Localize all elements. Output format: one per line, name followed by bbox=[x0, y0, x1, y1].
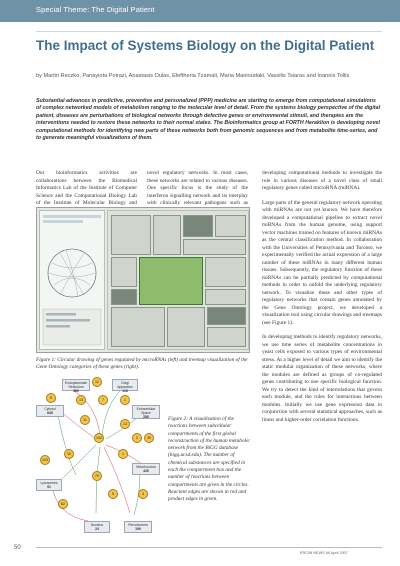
circular-drawing-panel bbox=[39, 210, 105, 350]
compartment-box: Mitochondria 426 bbox=[132, 463, 160, 475]
column-3 bbox=[262, 170, 382, 431]
paragraph: developing computational methods to investigate the role in various diseases of a novel class of small regulatory genes called microRNA (miRNA). bbox=[262, 170, 382, 191]
reaction-count: 103 bbox=[40, 455, 50, 465]
journal-info: ERCIM NEWS 69 April 2007 bbox=[300, 551, 348, 555]
footer-divider bbox=[36, 547, 382, 548]
treemap-cell bbox=[153, 215, 181, 255]
figure-1-caption: Figure 1: Circular drawing of genes regulated by microRNAs (left) and treemap visualization of the Gene Ontology categories of these genes (right). bbox=[36, 357, 248, 371]
reaction-count: 10 bbox=[64, 449, 74, 459]
reaction-count: 11 bbox=[80, 415, 90, 425]
compartment-box: Nucleus 24 bbox=[84, 521, 110, 533]
paragraph: Our bioinformatics activities are collaborations between the Biomedical Informatics Lab of the Institute of Computer Science and the Computational Biology Lab of the Institute of Molecular Biology and bbox=[36, 170, 137, 206]
reaction-count: 1 bbox=[120, 395, 130, 405]
reaction-count: 102 bbox=[94, 433, 104, 443]
compartment-box: Golgi Apparatus 118 bbox=[112, 379, 138, 391]
reaction-count: 5 bbox=[46, 393, 56, 403]
paragraph: novel regulatory networks. In most cases, these networks are related to various diseases. One specific focus is the study of the interferon signalling network and its interplay with clinically relevant pathogens such as bbox=[147, 170, 248, 206]
circular-drawing-graphic bbox=[40, 211, 104, 349]
reaction-count: 62 bbox=[58, 499, 68, 509]
treemap-cell bbox=[205, 257, 246, 287]
treemap-cell bbox=[111, 289, 137, 305]
compartment-box: Lysosomes 91 bbox=[36, 479, 62, 491]
treemap-cell bbox=[111, 257, 137, 287]
treemap-cell bbox=[183, 239, 246, 255]
page-number: 50 bbox=[14, 545, 21, 551]
treemap-highlight-cell bbox=[139, 257, 203, 305]
treemap-cell bbox=[183, 215, 213, 237]
reaction-count: 35 bbox=[144, 433, 154, 443]
figure-2-diagram bbox=[36, 375, 160, 535]
treemap-cell bbox=[111, 215, 151, 255]
treemap-cell bbox=[167, 307, 205, 347]
treemap-cell bbox=[111, 307, 165, 347]
figure-1-image bbox=[36, 207, 250, 353]
paragraph: Large parts of the general regulatory network operating with miRNAs are not yet known. We have therefore developed a computational pipeline to extract novel miRNAs from the human genome, using support vector machines trained on features of known miRNAs as the central classification method. In collaboration with the Universities of Pennsylvania and Toronto, we experimentally verified the actual expression of a large number of these miRNAs in many different human tissues. Subsequently, the regulatory function of these miRNAs can be partially predicted by computational methods in order to unfold the underlying regulatory network. To visualize these and other types of regulatory networks that contain genes annotated by the Gene Ontology project, we developed a visualization tool using circular drawings and treemaps (see Figure 1). bbox=[262, 199, 382, 326]
article-title: The Impact of Systems Biology on the Digital Patient bbox=[36, 38, 375, 53]
reaction-count: 7 bbox=[98, 395, 108, 405]
compartment-box: Peroxisomes 199 bbox=[124, 521, 152, 533]
treemap-panel bbox=[107, 210, 249, 350]
compartment-box: Cytosol 845 bbox=[36, 405, 64, 417]
compartment-box: Endoplasmatic Reticulum 380 bbox=[62, 379, 90, 391]
treemap-cell bbox=[215, 215, 246, 237]
compartment-box: Extracellular Space 288 bbox=[132, 405, 160, 419]
article-abstract: Substantial advances in predictive, preventive and personalized (PPP) medicine are starting to emerge from computational simulations of complex networked models of metabolism ranging to the molecular level of detail. From the systems biology perspective of the digital patient, diseases are perturbations of biological networks through defective genes or environmental stimuli, and therapies are the interventions needed to restore these networks to their normal states. The Bioinformatics group at FORTH Heraklion is developing novel computational methods for identifying new parts of these networks both from genomic sequences and from metabolite time-series, and to generate meaningful visualizations of them. bbox=[36, 98, 381, 142]
header-bar bbox=[0, 0, 400, 22]
treemap-cell bbox=[205, 289, 246, 305]
figure-2-caption: Figure 2: A visualization of the reactions between subcellular compartments of the first global reconstruction of the human metabolic network from the BiGG database (bigg.ucsd.edu). The number of chemical substances are specified in each the compartment box and the number of reactions between compartments are given in the circles. Reactant edges are shown in red and product edges in green. bbox=[168, 416, 250, 503]
reaction-count: 1 bbox=[118, 449, 128, 459]
reaction-count: 13 bbox=[120, 419, 130, 429]
treemap-cell bbox=[207, 307, 246, 325]
paragraph: In developing methods to identify regulatory networks, we use time series of metabolite concentrations in yeast cells exposed to various types of environmental stress. At a higher level of detail we aim to identify the static modular organization of these networks, where the modules are defined as groups of co-regulated genes contributing to one specific biological function. We try to detect the kind of interrelations that govern each module, and the rules for interactions between modules. Initially we use gene expression data in conjunction with several statistical approaches, such as linear and higher-order correlation functions. bbox=[262, 334, 382, 423]
reaction-count: 13 bbox=[76, 395, 86, 405]
reaction-count: 79 bbox=[92, 471, 102, 481]
reaction-count: 4 bbox=[138, 489, 148, 499]
header-divider bbox=[36, 31, 382, 32]
reaction-count: 2 bbox=[132, 433, 142, 443]
reaction-count: 12 bbox=[92, 377, 102, 387]
treemap-cell bbox=[207, 327, 246, 347]
section-label: Special Theme: The Digital Patient bbox=[36, 5, 155, 14]
reaction-count: 5 bbox=[108, 489, 118, 499]
article-authors: by Martin Reczko, Panayiota Poirazi, Anastasis Oulas, Eleftheria Tzamali, Maria Manioudaki, Vassilis Tsiaras and Ioannis Tollis bbox=[36, 73, 350, 79]
